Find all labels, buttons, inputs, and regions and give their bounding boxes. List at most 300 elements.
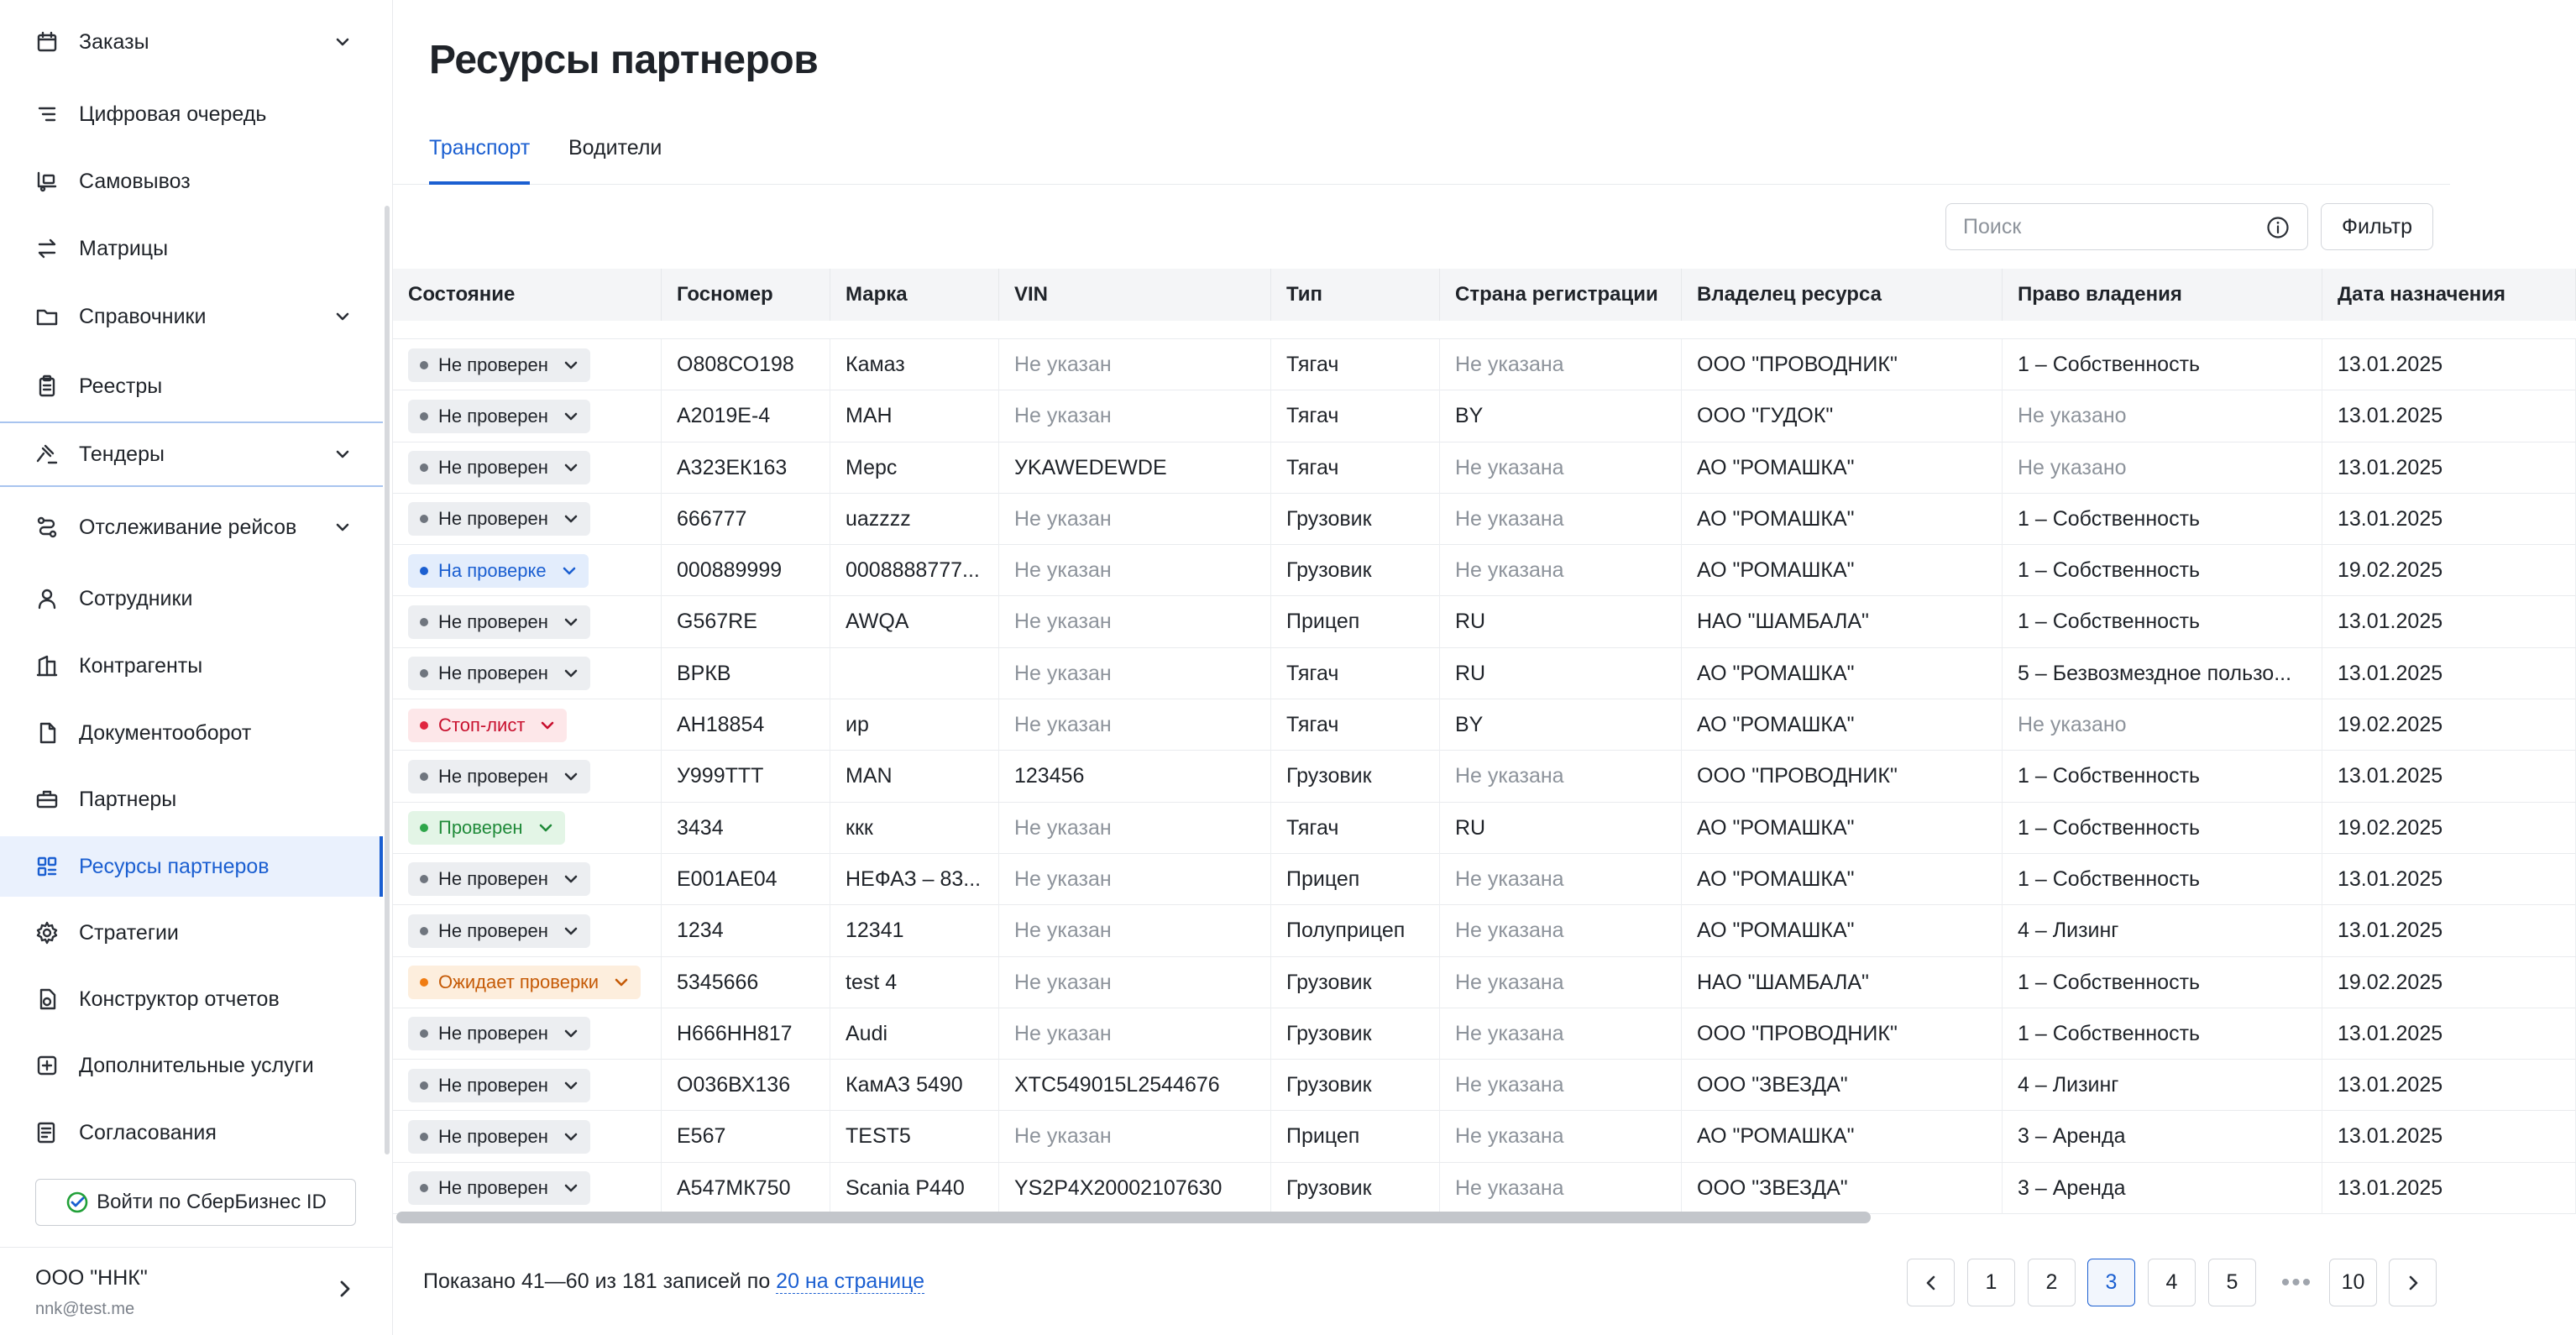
column-header-owner[interactable]: Владелец ресурса (1682, 269, 2003, 321)
user-icon (34, 585, 60, 612)
cell-value: НЕФАЗ – 83... (846, 866, 982, 891)
chevron-down-icon (332, 517, 353, 537)
chevron-down-icon (562, 356, 580, 374)
report-icon (34, 986, 60, 1013)
cell-owner (1682, 442, 2003, 494)
sidebar-item-label: Конструктор отчетов (79, 987, 280, 1011)
table-row[interactable] (393, 1060, 2576, 1111)
tab-transport[interactable]: Транспорт (429, 136, 530, 185)
cell-value: 13.01.2025 (2338, 1124, 2443, 1149)
cell-value: КамАЗ 5490 (846, 1073, 963, 1097)
status-dropdown[interactable] (408, 914, 590, 948)
cell-assignment-date (2322, 751, 2576, 802)
cell-vin (999, 1111, 1271, 1162)
sidebar-item-approvals[interactable] (0, 1102, 383, 1163)
tab-drivers[interactable]: Водители (568, 136, 662, 160)
table-row[interactable] (393, 442, 2576, 494)
cell-value: АО "РОМАШКА" (1697, 661, 1855, 685)
cell-value: Н666НН817 (677, 1021, 793, 1045)
cell-value: НАО "ШАМБАЛА" (1697, 970, 1869, 994)
column-header-ownership-right[interactable]: Право владения (2003, 269, 2322, 321)
status-dropdown[interactable] (408, 966, 641, 999)
table-row[interactable] (393, 751, 2576, 802)
sidebar-item-label: Отслеживание рейсов (79, 515, 297, 539)
sidebar-separator (0, 421, 383, 423)
cell-status (393, 596, 662, 647)
sidebar-item-orders[interactable] (0, 12, 383, 72)
page-button-10[interactable]: 10 (2329, 1259, 2377, 1306)
tabs (393, 126, 2450, 185)
status-dropdown[interactable] (408, 400, 590, 433)
status-dropdown[interactable] (408, 605, 590, 639)
cell-value: УKAWEDEWDE (1014, 455, 1167, 479)
cell-value: АО "РОМАШКА" (1697, 866, 1855, 891)
status-dot-icon (420, 927, 428, 935)
column-header-plate[interactable]: Госномер (662, 269, 830, 321)
cell-type (1271, 751, 1440, 802)
cell-value: 19.02.2025 (2338, 713, 2443, 737)
cell-vin (999, 442, 1271, 494)
cell-ownership-right (2003, 339, 2322, 390)
cell-owner (1682, 390, 2003, 442)
column-header-vin[interactable]: VIN (999, 269, 1271, 321)
cell-country (1440, 699, 1682, 751)
cell-value: АО "РОМАШКА" (1697, 558, 1855, 583)
sber-login-label: Войти по СберБизнес ID (97, 1191, 327, 1213)
cell-value: Мерс (846, 455, 898, 479)
plus-square-icon (34, 1052, 60, 1079)
cell-brand (830, 648, 999, 699)
cell-value: Тягач (1286, 815, 1339, 840)
route-icon (34, 514, 60, 541)
cell-assignment-date (2322, 699, 2576, 751)
cell-brand (830, 803, 999, 854)
table-row[interactable] (393, 339, 2576, 390)
cell-value: Прицеп (1286, 866, 1360, 891)
cell-vin (999, 339, 1271, 390)
cell-value: Не указан (1014, 1021, 1112, 1045)
cell-value: BY (1455, 404, 1484, 428)
cell-country (1440, 545, 1682, 596)
cell-brand (830, 494, 999, 545)
cell-brand (830, 1111, 999, 1162)
chevron-left-icon (1922, 1274, 1940, 1292)
cell-value: Грузовик (1286, 1073, 1372, 1097)
page-button-2[interactable]: 2 (2028, 1259, 2076, 1306)
cell-value: 13.01.2025 (2338, 353, 2443, 376)
chevron-right-icon[interactable] (334, 1278, 356, 1300)
cell-owner (1682, 596, 2003, 647)
table-row[interactable] (393, 699, 2576, 751)
sidebar-item-strategies[interactable] (0, 903, 383, 963)
chevron-down-icon (562, 458, 580, 477)
status-dropdown[interactable] (408, 1069, 590, 1102)
cell-value: 13.01.2025 (2338, 455, 2443, 479)
cell-value: Не указан (1014, 558, 1112, 583)
chevron-down-icon (562, 510, 580, 528)
cell-value: Не указана (1455, 970, 1564, 994)
status-dropdown[interactable] (408, 502, 590, 536)
sidebar-item-report-builder[interactable] (0, 969, 383, 1029)
cell-brand (830, 596, 999, 647)
table-row[interactable] (393, 905, 2576, 956)
cell-status (393, 1111, 662, 1162)
cell-brand (830, 1163, 999, 1214)
cell-value: Камаз (846, 353, 905, 376)
cell-value: Не указана (1455, 455, 1564, 479)
cell-plate (662, 1111, 830, 1162)
cell-vin (999, 648, 1271, 699)
cell-value: 3 – Аренда (2018, 1175, 2126, 1200)
cell-ownership-right (2003, 545, 2322, 596)
status-label: Не проверен (438, 1177, 548, 1199)
sidebar-separator (0, 485, 383, 487)
cell-country (1440, 1008, 1682, 1060)
table-row[interactable] (393, 648, 2576, 699)
cell-value: MAN (846, 764, 893, 788)
sidebar-item-label: Матрицы (79, 236, 169, 260)
prev-page-button[interactable] (1907, 1259, 1955, 1306)
cell-value: ООО "ЗВЕЗДА" (1697, 1175, 1848, 1200)
table-row[interactable] (393, 390, 2576, 442)
cell-owner (1682, 751, 2003, 802)
cell-value: 13.01.2025 (2338, 919, 2443, 943)
cell-value: uazzzz (846, 506, 911, 531)
cell-owner (1682, 854, 2003, 905)
sidebar-item-directories[interactable] (0, 286, 383, 347)
sidebar-item-pickup[interactable] (0, 151, 383, 212)
cell-assignment-date (2322, 905, 2576, 956)
cell-plate (662, 1060, 830, 1111)
status-dot-icon (420, 618, 428, 626)
cell-brand (830, 442, 999, 494)
cell-type (1271, 905, 1440, 956)
cell-value: BY (1455, 713, 1484, 737)
table-row[interactable] (393, 1163, 2576, 1214)
cell-value: У999ТТТ (677, 764, 764, 788)
cell-value: Scania P440 (846, 1175, 965, 1200)
cell-value: ООО "ПРОВОДНИК" (1697, 353, 1898, 376)
status-label: Ожидает проверки (438, 971, 599, 993)
filter-button[interactable]: Фильтр (2321, 203, 2433, 250)
cell-value: Не указана (1455, 1073, 1564, 1097)
cell-value: 1 – Собственность (2018, 866, 2201, 891)
table-row[interactable] (393, 1111, 2576, 1162)
cell-ownership-right (2003, 1111, 2322, 1162)
status-dropdown[interactable] (408, 657, 590, 690)
status-label: Не проверен (438, 662, 548, 684)
cell-country (1440, 596, 1682, 647)
cell-plate (662, 699, 830, 751)
sidebar-item-label: Реестры (79, 374, 163, 398)
sidebar-item-label: Дополнительные услуги (79, 1053, 314, 1077)
cell-value: 4 – Лизинг (2018, 919, 2119, 943)
cell-value: Не указана (1455, 866, 1564, 891)
status-dot-icon (420, 721, 428, 730)
column-header-country[interactable]: Страна регистрации (1440, 269, 1682, 321)
cell-value: 5 – Безвозмездное пользо... (2018, 661, 2292, 685)
cell-value: G567RE (677, 610, 757, 634)
cell-value: Е001АЕ04 (677, 866, 778, 891)
cell-value: Тягач (1286, 353, 1339, 376)
cell-value: YS2P4X20002107630 (1014, 1175, 1223, 1200)
sidebar-item-employees[interactable] (0, 568, 383, 629)
sidebar-item-partners[interactable] (0, 769, 383, 830)
sidebar-scrollbar[interactable] (385, 206, 390, 1154)
status-dropdown[interactable] (408, 554, 589, 588)
cell-brand (830, 339, 999, 390)
cell-brand (830, 1060, 999, 1111)
page-button-3[interactable]: 3 (2087, 1259, 2135, 1306)
pickup-cart-icon (34, 168, 60, 195)
cell-plate (662, 390, 830, 442)
cell-value: 13.01.2025 (2338, 506, 2443, 531)
column-header-type[interactable]: Тип (1271, 269, 1440, 321)
status-dot-icon (420, 875, 428, 883)
cell-value: ООО "ГУДОК" (1697, 404, 1834, 428)
cell-type (1271, 596, 1440, 647)
cell-assignment-date (2322, 803, 2576, 854)
cell-type (1271, 648, 1440, 699)
cell-value: ВРКВ (677, 661, 731, 685)
queue-list-icon (34, 101, 60, 128)
cell-value: Грузовик (1286, 970, 1372, 994)
cell-value: ООО "ЗВЕЗДА" (1697, 1073, 1848, 1097)
cell-vin (999, 390, 1271, 442)
cell-value: АН18854 (677, 713, 765, 737)
table-body (393, 321, 2576, 1214)
cell-vin (999, 854, 1271, 905)
chevron-down-icon (562, 870, 580, 888)
cell-country (1440, 803, 1682, 854)
cell-ownership-right (2003, 751, 2322, 802)
search-input[interactable] (1963, 212, 2249, 241)
sidebar-item-document-flow[interactable] (0, 703, 383, 763)
cell-value: Прицеп (1286, 1124, 1360, 1149)
status-label: Стоп-лист (438, 714, 526, 736)
cell-value: Не указана (1455, 764, 1564, 788)
cell-brand (830, 905, 999, 956)
cell-plate (662, 545, 830, 596)
gear-icon (34, 919, 60, 946)
cell-vin (999, 803, 1271, 854)
column-header-brand[interactable]: Марка (830, 269, 999, 321)
cell-vin (999, 699, 1271, 751)
table-row[interactable] (393, 1008, 2576, 1060)
sidebar-item-matrices[interactable] (0, 218, 383, 279)
cell-value: МАН (846, 404, 893, 428)
cell-vin (999, 494, 1271, 545)
cell-value: АО "РОМАШКА" (1697, 815, 1855, 840)
table-row[interactable] (393, 494, 2576, 545)
sidebar-item-trip-tracking[interactable] (0, 497, 383, 558)
cell-status (393, 751, 662, 802)
sidebar-item-registries[interactable] (0, 356, 383, 416)
summary-text: Показано 41—60 из 181 записей по (423, 1270, 777, 1293)
cell-value: АО "РОМАШКА" (1697, 713, 1855, 737)
cell-vin (999, 957, 1271, 1008)
status-dropdown[interactable] (408, 451, 590, 484)
cell-value: Не указано (2018, 404, 2127, 428)
cell-owner (1682, 699, 2003, 751)
org-switcher[interactable] (0, 1247, 393, 1335)
page-size-link[interactable]: 20 на странице (776, 1270, 925, 1293)
cell-value: 1 – Собственность (2018, 815, 2201, 840)
sidebar-item-tenders[interactable] (0, 424, 383, 484)
status-dropdown[interactable] (408, 1120, 590, 1154)
sidebar-item-label: Сотрудники (79, 586, 193, 610)
page-button-4[interactable]: 4 (2148, 1259, 2196, 1306)
cell-brand (830, 699, 999, 751)
cell-value: Не указан (1014, 866, 1112, 891)
column-header-assignment-date[interactable]: Дата назначения (2322, 269, 2576, 321)
table-row[interactable] (393, 596, 2576, 647)
table-horizontal-scrollbar[interactable] (396, 1212, 1871, 1223)
cell-value: RU (1455, 610, 1486, 634)
sber-business-login-button[interactable] (35, 1179, 356, 1226)
cell-brand (830, 854, 999, 905)
sidebar-item-counterparties[interactable] (0, 636, 383, 696)
sidebar-item-label: Стратегии (79, 920, 179, 945)
sidebar-item-label: Заказы (79, 29, 149, 54)
chevron-down-icon (332, 444, 353, 464)
cell-value: АО "РОМАШКА" (1697, 455, 1855, 479)
cell-value: 1 – Собственность (2018, 558, 2201, 583)
status-label: Не проверен (438, 457, 548, 479)
cell-value: 1 – Собственность (2018, 1021, 2201, 1045)
sidebar-item-partner-resources[interactable] (0, 836, 383, 897)
sber-check-icon (65, 1190, 90, 1215)
cell-status (393, 957, 662, 1008)
cell-country (1440, 1163, 1682, 1214)
sidebar-item-label: Документооборот (79, 720, 252, 745)
cell-value: 666777 (677, 506, 747, 531)
cell-value: АО "РОМАШКА" (1697, 1124, 1855, 1149)
sidebar-item-extra-services[interactable] (0, 1035, 383, 1096)
cell-plate (662, 905, 830, 956)
pagination-summary (423, 1270, 924, 1294)
folder-icon (34, 303, 60, 330)
status-dropdown[interactable] (408, 1017, 590, 1050)
cell-status (393, 339, 662, 390)
cell-value: 1 – Собственность (2018, 353, 2201, 376)
cell-ownership-right (2003, 442, 2322, 494)
cell-value: 123456 (1014, 764, 1085, 788)
sidebar-item-label: Тендеры (79, 442, 165, 466)
status-label: На проверке (438, 559, 547, 581)
next-page-button[interactable] (2389, 1259, 2437, 1306)
status-dot-icon (420, 1081, 428, 1090)
cell-owner (1682, 1008, 2003, 1060)
status-dot-icon (420, 463, 428, 472)
cell-value: ир (846, 713, 869, 737)
cell-value: 1 – Собственность (2018, 764, 2201, 788)
cell-value: 3434 (677, 815, 724, 840)
status-label: Не проверен (438, 353, 548, 375)
status-label: Не проверен (438, 1074, 548, 1096)
cell-value: Не указана (1455, 1124, 1564, 1149)
cell-ownership-right (2003, 699, 2322, 751)
cell-value: А2019Е-4 (677, 404, 771, 428)
status-label: Не проверен (438, 1023, 548, 1044)
chevron-down-icon (562, 922, 580, 940)
cell-value: test 4 (846, 970, 898, 994)
column-header-status[interactable]: Состояние (393, 269, 662, 321)
status-dropdown[interactable] (408, 862, 590, 896)
cell-vin (999, 1008, 1271, 1060)
chevron-down-icon (332, 32, 353, 52)
sidebar-item-label: Согласования (79, 1120, 217, 1144)
chevron-down-icon (562, 664, 580, 683)
status-dropdown[interactable] (408, 709, 567, 742)
status-dropdown[interactable] (408, 1171, 590, 1205)
cell-type (1271, 442, 1440, 494)
cell-value: А323ЕК163 (677, 455, 788, 479)
cell-country (1440, 648, 1682, 699)
status-dot-icon (420, 412, 428, 421)
cell-value: Не указан (1014, 404, 1112, 428)
cell-type (1271, 339, 1440, 390)
cell-plate (662, 803, 830, 854)
page-button-5[interactable]: 5 (2208, 1259, 2256, 1306)
cell-value: 13.01.2025 (2338, 404, 2443, 428)
info-icon[interactable] (2265, 215, 2291, 240)
search-box (1945, 203, 2308, 250)
status-dot-icon (420, 515, 428, 523)
cell-plate (662, 648, 830, 699)
status-dot-icon (420, 361, 428, 369)
cell-value: 12341 (846, 919, 904, 943)
cell-assignment-date (2322, 1111, 2576, 1162)
cell-value: ккк (846, 815, 873, 840)
cell-ownership-right (2003, 854, 2322, 905)
cell-plate (662, 957, 830, 1008)
table-row[interactable] (393, 545, 2576, 596)
cell-type (1271, 545, 1440, 596)
org-email: nnk@test.me (35, 1300, 135, 1318)
cell-ownership-right (2003, 1060, 2322, 1111)
status-label: Не проверен (438, 868, 548, 890)
status-dropdown[interactable] (408, 348, 590, 382)
table-row-partial (393, 321, 2576, 339)
cell-value: Не указан (1014, 919, 1112, 943)
cell-country (1440, 339, 1682, 390)
chevron-down-icon (562, 1179, 580, 1197)
cell-value: Не указан (1014, 506, 1112, 531)
page-button-1[interactable]: 1 (1967, 1259, 2015, 1306)
org-name: ООО "ННК" (35, 1266, 148, 1290)
cell-type (1271, 957, 1440, 1008)
cell-assignment-date (2322, 648, 2576, 699)
sidebar-item-digital-queue[interactable] (0, 84, 383, 144)
table-row[interactable] (393, 803, 2576, 854)
calendar-icon (34, 29, 60, 55)
cell-value: 13.01.2025 (2338, 764, 2443, 788)
cell-value: 1 – Собственность (2018, 610, 2201, 634)
table-row[interactable] (393, 957, 2576, 1008)
cell-status (393, 442, 662, 494)
cell-value: 13.01.2025 (2338, 866, 2443, 891)
cell-owner (1682, 1163, 2003, 1214)
cell-value: Не указана (1455, 353, 1564, 376)
table-row[interactable] (393, 854, 2576, 905)
status-dropdown[interactable] (408, 760, 590, 793)
cell-ownership-right (2003, 494, 2322, 545)
status-dropdown[interactable] (408, 811, 565, 845)
cell-country (1440, 442, 1682, 494)
status-dot-icon (420, 1133, 428, 1141)
cell-status (393, 1008, 662, 1060)
